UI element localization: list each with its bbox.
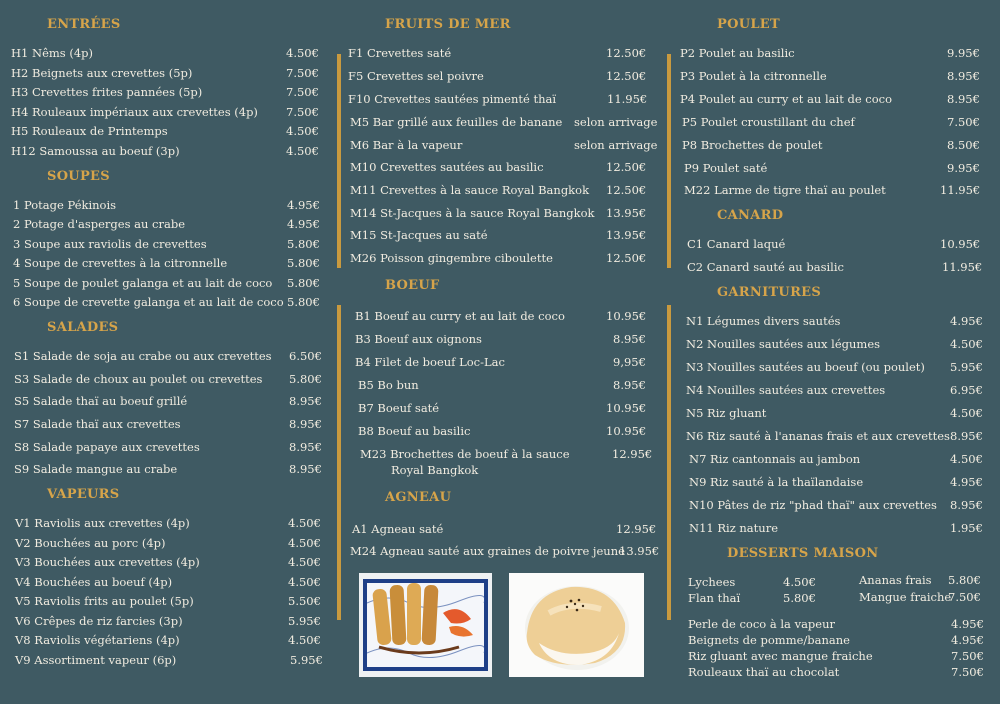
item-price: 7.50€ bbox=[286, 105, 319, 119]
item-name: V9 Assortiment vapeur (6p) bbox=[15, 653, 177, 667]
item-price: 8.95€ bbox=[613, 378, 646, 392]
menu-item bbox=[13, 295, 320, 309]
accent-bar bbox=[337, 305, 341, 620]
item-price: 12.50€ bbox=[606, 46, 647, 60]
item-name: B7 Boeuf saté bbox=[358, 401, 440, 415]
item-price: 8.95€ bbox=[289, 417, 322, 431]
item-price: 4.50€ bbox=[288, 536, 321, 550]
item-name: M14 St-Jacques à la sauce Royal Bangkok bbox=[350, 206, 595, 220]
item-price: 8.95€ bbox=[950, 498, 983, 512]
item-name: A1 Agneau saté bbox=[352, 522, 444, 536]
item-name: Lychees bbox=[688, 575, 736, 589]
menu-item bbox=[15, 633, 321, 647]
menu-item bbox=[358, 401, 647, 415]
menu-item bbox=[15, 536, 321, 550]
item-name: 3 Soupe aux raviolis de crevettes bbox=[13, 237, 207, 251]
item-price: 4.50€ bbox=[950, 452, 983, 466]
menu-item bbox=[688, 591, 816, 605]
section-title-entrees: ENTRÉES bbox=[47, 17, 121, 32]
item-price: 5.80€ bbox=[287, 295, 320, 309]
item-price: 7.50€ bbox=[951, 649, 984, 663]
item-price: 10.95€ bbox=[606, 401, 647, 415]
item-price: 12.95€ bbox=[616, 522, 657, 536]
item-name: C2 Canard sauté au basilic bbox=[687, 260, 844, 274]
item-name: N2 Nouilles sautées aux légumes bbox=[686, 337, 881, 351]
item-name: Perle de coco à la vapeur bbox=[688, 617, 835, 631]
item-price: 11.95€ bbox=[607, 92, 648, 106]
item-name: B5 Bo bun bbox=[358, 378, 419, 392]
item-name: P2 Poulet au basilic bbox=[680, 46, 795, 60]
item-name: H4 Rouleaux impériaux aux crevettes (4p) bbox=[11, 105, 258, 119]
item-name: 2 Potage d'asperges au crabe bbox=[13, 217, 186, 231]
item-price: 7.50€ bbox=[286, 85, 319, 99]
item-price: 5.95€ bbox=[290, 653, 323, 667]
item-name: N11 Riz nature bbox=[689, 521, 778, 535]
item-name: S9 Salade mangue au crabe bbox=[14, 462, 178, 476]
item-name: Ananas frais bbox=[859, 573, 932, 587]
menu-item bbox=[350, 115, 658, 129]
menu-item bbox=[13, 276, 320, 290]
menu-item bbox=[358, 378, 646, 392]
menu-item bbox=[859, 573, 981, 587]
item-price: 13.95€ bbox=[619, 544, 660, 558]
menu-item bbox=[11, 105, 319, 119]
menu-item bbox=[13, 256, 320, 270]
item-price: 4.50€ bbox=[950, 337, 983, 351]
item-name: V6 Crêpes de riz farcies (3p) bbox=[15, 614, 183, 628]
item-price: 4.95€ bbox=[950, 314, 983, 328]
item-name: S5 Salade thaï au boeuf grillé bbox=[14, 394, 188, 408]
item-name: S1 Salade de soja au crabe ou aux crevettes bbox=[14, 349, 272, 363]
menu-item bbox=[355, 355, 646, 369]
item-name: M11 Crevettes à la sauce Royal Bangkok bbox=[350, 183, 590, 197]
item-name: V2 Bouchées au porc (4p) bbox=[15, 536, 166, 550]
item-name: Riz gluant avec mangue fraiche bbox=[688, 649, 873, 663]
item-price: 6.50€ bbox=[289, 349, 322, 363]
item-name: N1 Légumes divers sautés bbox=[686, 314, 841, 328]
item-price: 4.50€ bbox=[288, 555, 321, 569]
item-name: 4 Soupe de crevettes à la citronnelle bbox=[13, 256, 228, 270]
menu-item bbox=[686, 383, 983, 397]
section-title-fruits-de-mer: FRUITS DE MER bbox=[385, 17, 511, 32]
menu-item bbox=[686, 314, 983, 328]
menu-item bbox=[15, 653, 323, 667]
menu-item bbox=[687, 260, 983, 274]
section-title-garnitures: GARNITURES bbox=[717, 285, 822, 300]
menu-item bbox=[688, 617, 984, 631]
menu-item bbox=[684, 183, 981, 197]
menu-item bbox=[348, 69, 647, 83]
item-name: P5 Poulet croustillant du chef bbox=[682, 115, 855, 129]
menu-item bbox=[355, 309, 647, 323]
menu-item bbox=[350, 251, 647, 265]
item-price: 4.50€ bbox=[783, 575, 816, 589]
item-price: 7.50€ bbox=[286, 66, 319, 80]
accent-bar bbox=[667, 305, 671, 620]
item-price: selon arrivage bbox=[574, 138, 658, 152]
item-name: H3 Crevettes frites pannées (5p) bbox=[11, 85, 203, 99]
item-name: S3 Salade de choux au poulet ou crevettes bbox=[14, 372, 263, 386]
item-price: 6.95€ bbox=[950, 383, 983, 397]
item-name: N4 Nouilles sautées aux crevettes bbox=[686, 383, 886, 397]
item-name: H12 Samoussa au boeuf (3p) bbox=[11, 144, 180, 158]
item-name: M10 Crevettes sautées au basilic bbox=[350, 160, 544, 174]
menu-item bbox=[686, 337, 983, 351]
item-name: M15 St-Jacques au saté bbox=[350, 228, 488, 242]
item-price: 1.95€ bbox=[950, 521, 983, 535]
item-name: F10 Crevettes sautées pimenté thaï bbox=[348, 92, 557, 106]
item-name: V5 Raviolis frits au poulet (5p) bbox=[15, 594, 194, 608]
section-title-boeuf: BOEUF bbox=[385, 278, 440, 293]
menu-item bbox=[680, 92, 980, 106]
item-price: 12.50€ bbox=[606, 69, 647, 83]
menu-item bbox=[684, 161, 980, 175]
item-name: Rouleaux thaï au chocolat bbox=[688, 665, 840, 679]
menu-item bbox=[360, 447, 653, 461]
item-name-continued: Royal Bangkok bbox=[391, 463, 479, 477]
item-name: V1 Raviolis aux crevettes (4p) bbox=[15, 516, 190, 530]
item-price: 4.95€ bbox=[950, 475, 983, 489]
menu-item bbox=[350, 206, 647, 220]
item-name: B4 Filet de boeuf Loc-Lac bbox=[355, 355, 505, 369]
item-price: 8.50€ bbox=[947, 138, 980, 152]
menu-item bbox=[352, 522, 657, 536]
menu-item bbox=[688, 665, 984, 679]
menu-item bbox=[686, 360, 983, 374]
item-price: 5.80€ bbox=[287, 276, 320, 290]
item-name: N10 Pâtes de riz "phad thaï" aux crevettes bbox=[689, 498, 937, 512]
menu-item bbox=[689, 521, 983, 535]
accent-bar bbox=[337, 54, 341, 268]
item-price: 5.80€ bbox=[289, 372, 322, 386]
item-price: 8.95€ bbox=[289, 462, 322, 476]
menu-item bbox=[15, 516, 321, 530]
item-price: 4.50€ bbox=[288, 516, 321, 530]
item-name: H5 Rouleaux de Printemps bbox=[11, 124, 168, 138]
menu-item bbox=[689, 498, 983, 512]
menu-item bbox=[14, 462, 322, 476]
menu-item bbox=[11, 85, 319, 99]
menu-item bbox=[11, 66, 319, 80]
coconut-dessert-photo bbox=[509, 573, 644, 677]
item-name: B8 Boeuf au basilic bbox=[358, 424, 471, 438]
menu-item bbox=[350, 138, 658, 152]
menu-item bbox=[15, 594, 321, 608]
menu-item bbox=[14, 440, 322, 454]
item-name: M26 Poisson gingembre ciboulette bbox=[350, 251, 553, 265]
menu-item bbox=[13, 217, 320, 231]
menu-item bbox=[350, 544, 660, 558]
menu-item bbox=[11, 144, 319, 158]
item-price: 10.95€ bbox=[606, 309, 647, 323]
item-price: 8.95€ bbox=[289, 394, 322, 408]
item-name: M24 Agneau sauté aux graines de poivre jeune bbox=[350, 544, 625, 558]
item-price: 7.50€ bbox=[951, 665, 984, 679]
item-price: 8.95€ bbox=[289, 440, 322, 454]
item-name: V4 Bouchées au boeuf (4p) bbox=[15, 575, 173, 589]
item-price: 4.50€ bbox=[288, 575, 321, 589]
item-price: 7.50€ bbox=[948, 590, 981, 604]
menu-item bbox=[350, 228, 647, 242]
item-name: B1 Boeuf au curry et au lait de coco bbox=[355, 309, 565, 323]
item-name: H1 Nêms (4p) bbox=[11, 46, 93, 60]
menu-item bbox=[13, 198, 320, 212]
menu-item bbox=[358, 424, 647, 438]
section-title-poulet: POULET bbox=[717, 17, 780, 32]
menu-item bbox=[680, 69, 980, 83]
item-name: V3 Bouchées aux crevettes (4p) bbox=[15, 555, 200, 569]
menu-item bbox=[688, 575, 816, 589]
menu-item bbox=[682, 138, 980, 152]
menu-item bbox=[355, 332, 646, 346]
item-price: 10.95€ bbox=[940, 237, 981, 251]
item-price: 4.95€ bbox=[951, 617, 984, 631]
menu-item bbox=[14, 417, 322, 431]
item-name: H2 Beignets aux crevettes (5p) bbox=[11, 66, 193, 80]
menu-item bbox=[859, 590, 981, 604]
item-name: N9 Riz sauté à la thaïlandaise bbox=[689, 475, 864, 489]
item-name: B3 Boeuf aux oignons bbox=[355, 332, 482, 346]
item-price: 4.50€ bbox=[950, 406, 983, 420]
menu-item bbox=[689, 475, 983, 489]
accent-bar bbox=[667, 54, 671, 268]
item-name: M5 Bar grillé aux feuilles de banane bbox=[350, 115, 563, 129]
item-price: 8.95€ bbox=[947, 92, 980, 106]
menu-item bbox=[688, 633, 984, 647]
item-price: 5.80€ bbox=[948, 573, 981, 587]
menu-item bbox=[348, 46, 647, 60]
item-name: N5 Riz gluant bbox=[686, 406, 767, 420]
item-price: 8.95€ bbox=[613, 332, 646, 346]
menu-item bbox=[687, 237, 981, 251]
section-title-soupes: SOUPES bbox=[47, 169, 110, 184]
spring-rolls-photo bbox=[359, 573, 492, 677]
section-title-agneau: AGNEAU bbox=[385, 490, 452, 505]
item-price: 13.95€ bbox=[606, 228, 647, 242]
item-name: P8 Brochettes de poulet bbox=[682, 138, 823, 152]
menu-item bbox=[688, 649, 984, 663]
menu-item bbox=[680, 46, 980, 60]
menu-item bbox=[14, 349, 322, 363]
menu-item bbox=[15, 575, 321, 589]
item-price: 13.95€ bbox=[606, 206, 647, 220]
item-price: 9.95€ bbox=[947, 46, 980, 60]
menu-item bbox=[14, 372, 322, 386]
menu-item bbox=[686, 429, 983, 443]
section-title-vapeurs: VAPEURS bbox=[47, 487, 120, 502]
item-name: S7 Salade thaï aux crevettes bbox=[14, 417, 181, 431]
item-price: 12.50€ bbox=[606, 160, 647, 174]
menu-item bbox=[14, 394, 322, 408]
item-name: P4 Poulet au curry et au lait de coco bbox=[680, 92, 893, 106]
item-name: M23 Brochettes de boeuf à la sauce bbox=[360, 447, 570, 461]
item-price: 4.50€ bbox=[286, 124, 319, 138]
menu-item bbox=[682, 115, 980, 129]
section-title-desserts: DESSERTS MAISON bbox=[727, 546, 879, 561]
item-price: 12.95€ bbox=[612, 447, 653, 461]
menu-item bbox=[689, 452, 983, 466]
item-price: 4.95€ bbox=[951, 633, 984, 647]
menu-item bbox=[350, 160, 647, 174]
item-name: V8 Raviolis végétariens (4p) bbox=[15, 633, 180, 647]
item-price: selon arrivage bbox=[574, 115, 658, 129]
section-title-canard: CANARD bbox=[717, 208, 784, 223]
section-title-salades: SALADES bbox=[47, 320, 119, 335]
menu-item bbox=[13, 237, 320, 251]
item-name: F5 Crevettes sel poivre bbox=[348, 69, 484, 83]
item-price: 9,95€ bbox=[613, 355, 646, 369]
item-price: 4.95€ bbox=[287, 198, 320, 212]
item-name: S8 Salade papaye aux crevettes bbox=[14, 440, 200, 454]
item-price: 5.50€ bbox=[288, 594, 321, 608]
item-name: 1 Potage Pékinois bbox=[13, 198, 117, 212]
item-price: 4.50€ bbox=[288, 633, 321, 647]
item-price: 4.50€ bbox=[286, 144, 319, 158]
item-price: 5.80€ bbox=[287, 237, 320, 251]
item-price: 5.80€ bbox=[783, 591, 816, 605]
item-name: Beignets de pomme/banane bbox=[688, 633, 850, 647]
item-price: 5.95€ bbox=[950, 360, 983, 374]
item-price: 4.95€ bbox=[287, 217, 320, 231]
item-price: 5.80€ bbox=[287, 256, 320, 270]
item-name: P3 Poulet à la citronnelle bbox=[680, 69, 827, 83]
item-name: N7 Riz cantonnais au jambon bbox=[689, 452, 861, 466]
menu-item bbox=[686, 406, 983, 420]
item-name: Flan thaï bbox=[688, 591, 741, 605]
item-name: P9 Poulet saté bbox=[684, 161, 768, 175]
menu-item bbox=[350, 183, 647, 197]
item-name: 6 Soupe de crevette galanga et au lait de coco bbox=[13, 295, 284, 309]
item-name: N6 Riz sauté à l'ananas frais et aux crevettes bbox=[686, 429, 950, 443]
item-price: 5.95€ bbox=[288, 614, 321, 628]
item-name: F1 Crevettes saté bbox=[348, 46, 452, 60]
item-name: N3 Nouilles sautées au boeuf (ou poulet) bbox=[686, 360, 925, 374]
item-price: 10.95€ bbox=[606, 424, 647, 438]
item-name: M6 Bar à la vapeur bbox=[350, 138, 463, 152]
item-name: 5 Soupe de poulet galanga et au lait de coco bbox=[13, 276, 273, 290]
item-price: 4.50€ bbox=[286, 46, 319, 60]
menu-item bbox=[11, 46, 319, 60]
item-price: 12.50€ bbox=[606, 251, 647, 265]
item-price: 7.50€ bbox=[947, 115, 980, 129]
item-name: Mangue fraiche bbox=[859, 590, 952, 604]
item-price: 12.50€ bbox=[606, 183, 647, 197]
item-price: 11.95€ bbox=[940, 183, 981, 197]
item-name: C1 Canard laqué bbox=[687, 237, 786, 251]
item-price: 8.95€ bbox=[950, 429, 983, 443]
item-price: 11.95€ bbox=[942, 260, 983, 274]
menu-item bbox=[15, 614, 321, 628]
menu-item bbox=[348, 92, 648, 106]
item-price: 8.95€ bbox=[947, 69, 980, 83]
menu-item bbox=[15, 555, 321, 569]
item-name: M22 Larme de tigre thaï au poulet bbox=[684, 183, 886, 197]
menu-item bbox=[11, 124, 319, 138]
item-price: 9.95€ bbox=[947, 161, 980, 175]
